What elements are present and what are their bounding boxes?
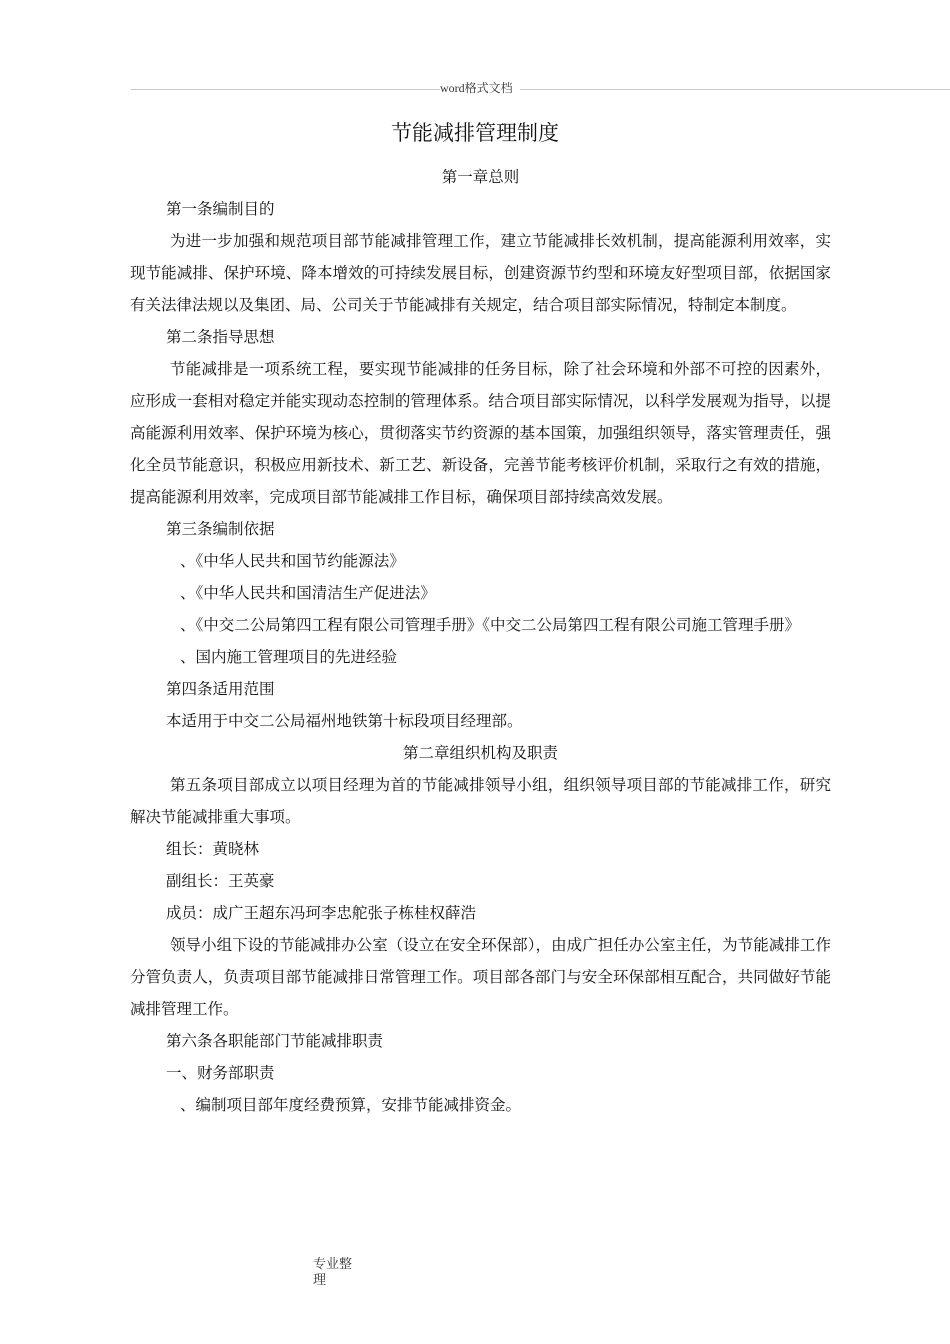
list-item: 、国内施工管理项目的先进经验 [180, 648, 398, 666]
article-paragraph: 领导小组下设的节能减排办公室（设立在安全环保部），由成广担任办公室主任，为节能减排工作分管负责人，负责项目部节能减排日常管理工作。项目部各部门与安全环保部相互配合，共同做好节能减排管理工作。 [130, 936, 831, 1018]
article-paragraph: 本适用于中交二公局福州地铁第十标段项目经理部。 [166, 712, 523, 730]
chapter-heading: 第一章总则 [441, 168, 520, 186]
page-footer: 专业整理 [313, 1256, 353, 1287]
header-rule [131, 89, 950, 90]
article-paragraph: 节能减排是一项系统工程，要实现节能减排的任务目标，除了社会环境和外部不可控的因素外，应形成一套相对稳定并能实现动态控制的管理体系。结合项目部实际情况，以科学发展观为指导，以提高能源利用效率、保护环境为核心，贯彻落实节约资源的基本国策，加强组织领导，落实管理责任，强化全员节能意识，积极应用新技术、新工艺、新设备，完善节能考核评价机制，采取行之有效的措施，提高能源利用效率，完成项目部节能减排工作目标，确保项目部持续高效发展。 [130, 360, 831, 506]
members-line: 成员：成广王超东冯珂李忠舵张子栋桂权薛浩 [166, 904, 477, 922]
page-header: word格式文档 [440, 80, 520, 96]
document-body [130, 161, 831, 1121]
list-item: 、《中交二公局第四工程有限公司管理手册》《中交二公局第四工程有限公司施工管理手册》 [180, 616, 801, 634]
leader-line: 组长：黄晓林 [166, 840, 260, 858]
article-heading: 第一条编制目的 [166, 200, 275, 218]
article-heading: 第二条指导思想 [166, 328, 275, 346]
document-title: 节能减排管理制度 [391, 121, 559, 145]
article-paragraph: 为进一步加强和规范项目部节能减排管理工作，建立节能减排长效机制，提高能源利用效率，实现节能减排、保护环境、降本增效的可持续发展目标，创建资源节约型和环境友好型项目部，依据国家有关法律法规以及集团、局、公司关于节能减排有关规定，结合项目部实际情况，特制定本制度。 [130, 232, 831, 314]
list-item: 、编制项目部年度经费预算，安排节能减排资金。 [180, 1096, 522, 1114]
list-item: 、《中华人民共和国清洁生产促进法》 [180, 584, 436, 602]
article-heading: 第六条各职能部门节能减排职责 [166, 1032, 384, 1050]
list-item: 、《中华人民共和国节约能源法》 [180, 552, 405, 570]
deputy-leader-line: 副组长：王英豪 [166, 872, 275, 890]
article-heading: 第四条适用范围 [166, 680, 275, 698]
article-heading: 第三条编制依据 [166, 520, 275, 538]
chapter-heading: 第二章组织机构及职责 [402, 744, 558, 762]
article-paragraph: 第五条项目部成立以项目经理为首的节能减排领导小组，组织领导项目部的节能减排工作，研究解决节能减排重大事项。 [130, 776, 831, 826]
section-heading: 一、财务部职责 [166, 1064, 275, 1082]
